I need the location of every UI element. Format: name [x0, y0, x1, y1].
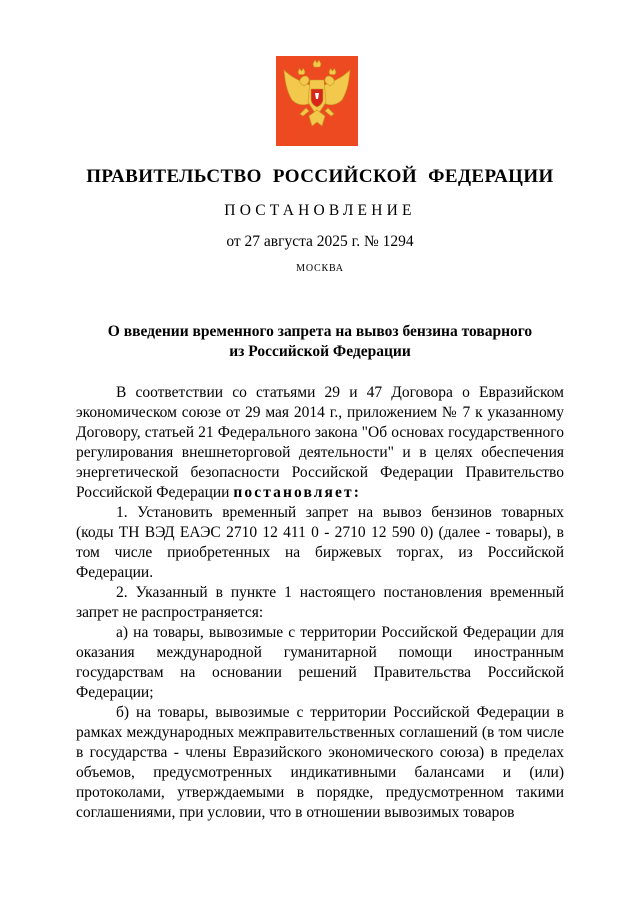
- paragraph-item-2a: а) на товары, вывозимые с территории Российской Федерации для оказания международной гуманитарной помощи иностранным государствам на основании решений Правительства Российской Федерации;: [76, 624, 564, 701]
- decree-word: постановляет:: [233, 484, 361, 501]
- document-city: МОСКВА: [296, 263, 344, 274]
- document-body: [76, 383, 564, 823]
- preamble-text: В соответствии со статьями 29 и 47 Договора о Евразийском экономическом союзе от 29 мая 2014 г., приложением № 7 к указанному Договору, статьей 21 Федерального закона "Об основах государственного регулирования внешнеторговой деятельности" и в целях обеспечения энергетической безопасности Российской Федерации Правительство Российской Федерации: [76, 384, 564, 501]
- double-headed-eagle-icon: [276, 56, 358, 146]
- document-date-number: от 27 августа 2025 г. № 1294: [226, 233, 414, 250]
- paragraph-item-2b: б) на товары, вывозимые с территории Российской Федерации в рамках международных межправительственных соглашений (в том числе в государства - члены Евразийского экономического союза) в пределах объемов, предусмотренных индикативными балансами и (или) протоколами, утверждаемыми в порядке, предусмотренном такими соглашениями, при условии, что в отношении вывозимых товаров: [76, 704, 564, 821]
- document-subject: [100, 322, 540, 362]
- paragraph-item-2: 2. Указанный в пункте 1 настоящего постановления временный запрет не распространяется:: [76, 584, 564, 621]
- paragraph-preamble: [76, 383, 564, 503]
- coat-of-arms-emblem: [276, 56, 358, 146]
- document-type: ПОСТАНОВЛЕНИЕ: [224, 202, 416, 219]
- paragraph-item-1: 1. Установить временный запрет на вывоз бензинов товарных (коды ТН ВЭД ЕАЭС 2710 12 411 0 - 2710 12 590 0) (далее - товары), в том числе приобретенных на биржевых торгах, из Российской Федерации.: [76, 504, 564, 581]
- subject-line-2: из Российской Федерации: [229, 343, 411, 360]
- government-title: ПРАВИТЕЛЬСТВО РОССИЙСКОЙ ФЕДЕРАЦИИ: [86, 166, 554, 187]
- subject-line-1: О введении временного запрета на вывоз бензина товарного: [107, 323, 533, 340]
